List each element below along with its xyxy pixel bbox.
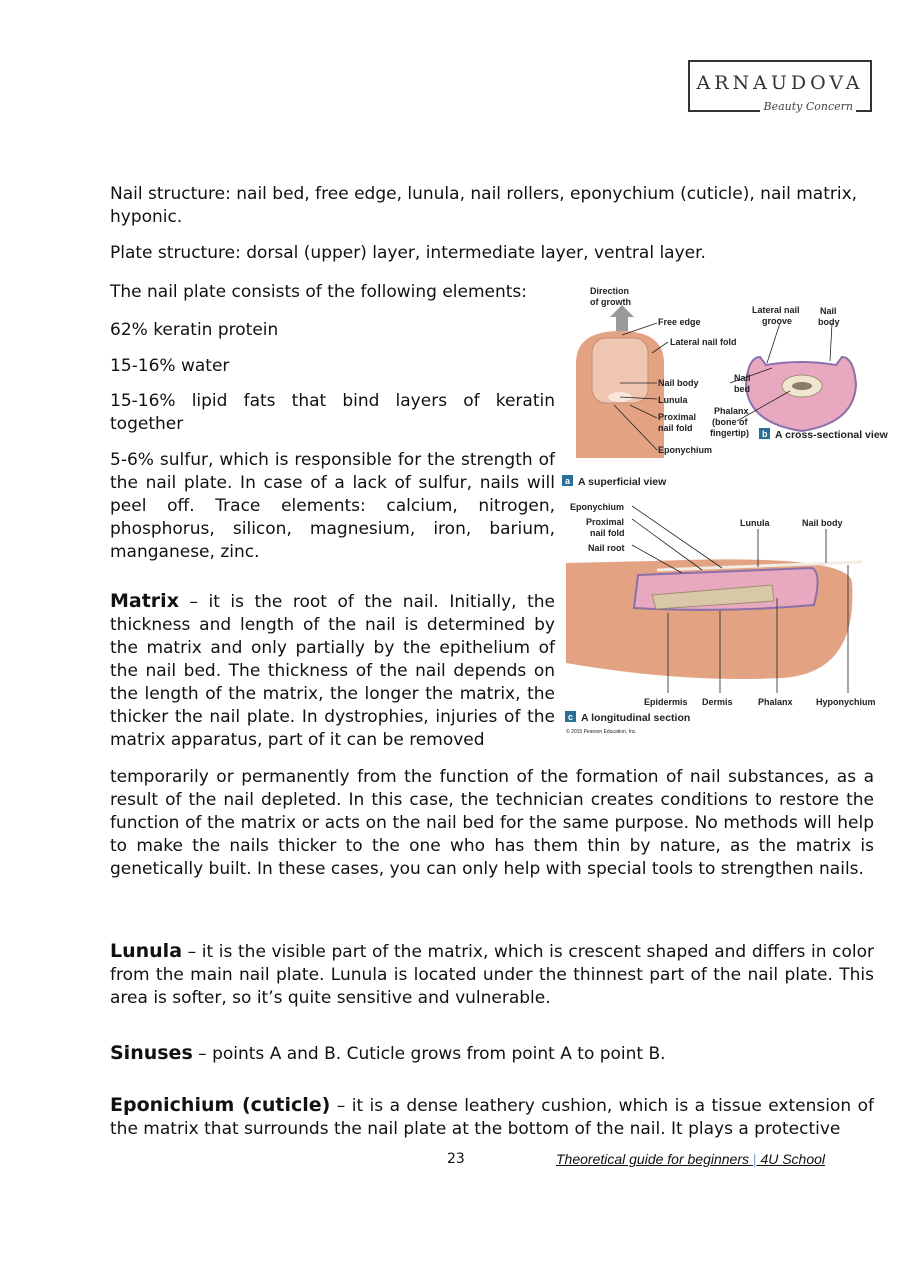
sinuses-text: – points A and B. Cuticle grows from point A to point B.: [192, 1044, 666, 1064]
nail-anatomy-figure: [562, 283, 898, 743]
label-phalanx-2: (bone of: [712, 417, 748, 427]
growth-arrow-icon: [610, 305, 634, 331]
panel-a-letter: a: [565, 476, 571, 486]
label-proximal-2: nail fold: [658, 423, 693, 433]
eponichium-text: – it is a dense leathery cushion, which is a tissue extension of the matrix that surrounds the nail plate at the bottom of the nail. It plays a protective: [110, 1096, 874, 1139]
plate-structure-paragraph: Plate structure: dorsal (upper) layer, intermediate layer, ventral layer.: [110, 243, 706, 263]
eponichium-section: [110, 1094, 874, 1141]
matrix-text: – it is the root of the nail. Initially, the thickness and length of the nail is determined by the matrix and only partially by the epithelium of the nail bed. The thickness of the nail depends on the length of the matrix, the longer the matrix, the thicker the nail plate. In dystrophies, injuries of the matrix apparatus, part of it can be removed: [110, 592, 555, 750]
label-nail-bed-2: bed: [734, 384, 751, 394]
label-lunula: Lunula: [658, 395, 688, 405]
label-lateral-groove-2: groove: [762, 316, 793, 326]
label-c-lunula: Lunula: [740, 518, 770, 528]
figure-copyright: © 2015 Pearson Education, Inc.: [566, 729, 637, 735]
lunula-section: [110, 940, 874, 1010]
label-c-proximal-1: Proximal: [586, 517, 625, 527]
label-direction-2: of growth: [590, 297, 631, 307]
label-c-nail-body: Nail body: [802, 518, 843, 528]
label-proximal-1: Proximal: [658, 412, 697, 422]
label-c-hyponychium: Hyponychium: [816, 697, 876, 707]
keratin-item: 62% keratin protein: [110, 320, 279, 340]
footer-guide-title: Theoretical guide for beginners: [556, 1151, 750, 1167]
label-nail-bed-1: Nail: [734, 373, 751, 383]
panel-c-letter: c: [568, 712, 574, 722]
label-c-nail-root: Nail root: [588, 543, 625, 553]
superficial-view-illustration: [576, 305, 664, 458]
logo-name: ARNAUDOVA: [696, 72, 864, 94]
water-item: 15-16% water: [110, 356, 230, 376]
logo-tagline: Beauty Concern: [760, 100, 856, 113]
eponichium-term: Eponichium (cuticle): [110, 1094, 331, 1116]
label-lateral-nail-fold: Lateral nail fold: [670, 337, 737, 347]
lunula-text: – it is the visible part of the matrix, which is crescent shaped and differs in color from the main nail plate. Lunula is located under the thinnest part of the nail plate. This area is softer, so it’s quite sensitive and vulnerable.: [110, 942, 874, 1008]
matrix-section: [110, 590, 555, 752]
label-c-phalanx: Phalanx: [758, 697, 793, 707]
panel-b-letter: b: [762, 429, 768, 439]
label-c-dermis: Dermis: [702, 697, 733, 707]
label-lateral-groove-1: Lateral nail: [752, 305, 800, 315]
longitudinal-section-illustration: [566, 559, 862, 679]
lipid-item: 15-16% lipid fats that bind layers of keratin together: [110, 391, 555, 434]
label-c-epidermis: Epidermis: [644, 697, 688, 707]
label-b-nail-body-1: Nail: [820, 306, 837, 316]
label-c-eponychium: Eponychium: [570, 502, 625, 512]
label-direction-1: Direction: [590, 286, 630, 296]
lunula-term: Lunula: [110, 940, 183, 962]
sinuses-term: Sinuses: [110, 1042, 193, 1064]
cross-section-illustration: [746, 357, 856, 431]
label-nail-body: Nail body: [658, 378, 699, 388]
footer-separator: |: [752, 1151, 757, 1167]
footer-title: [556, 1151, 825, 1167]
panel-c-caption: A longitudinal section: [581, 712, 691, 724]
consists-paragraph: The nail plate consists of the following elements:: [110, 282, 528, 302]
matrix-term: Matrix: [110, 590, 179, 612]
footer-school: 4U School: [760, 1151, 826, 1167]
matrix-continued: temporarily or permanently from the function of the formation of nail substances, as a result of the nail depleted. In this case, the technician creates conditions to restore the function of the matrix or acts on the nail bed for the same purpose. No methods will help to make the nails thicker to the one who has them thin by nature, as the matrix is genetically built. In these cases, you can only help with special tools to strengthen nails.: [110, 767, 874, 879]
sulfur-item: 5-6% sulfur, which is responsible for the strength of the nail plate. In case of a lack of sulfur, nails will peel off. Trace elements: calcium, nitrogen, phosphorus, silicon, magnesium, iron, barium, manganese, zinc.: [110, 450, 555, 562]
panel-a-caption: A superficial view: [578, 476, 667, 488]
label-phalanx-1: Phalanx: [714, 406, 749, 416]
panel-b-caption: A cross-sectional view: [775, 429, 888, 441]
label-c-proximal-2: nail fold: [590, 528, 625, 538]
label-eponychium: Eponychium: [658, 445, 713, 455]
sinuses-section: [110, 1042, 874, 1066]
page-number: 23: [447, 1151, 465, 1167]
label-b-nail-body-2: body: [818, 317, 840, 327]
nail-structure-paragraph: Nail structure: nail bed, free edge, lunula, nail rollers, eponychium (cuticle), nail matrix, hyponic.: [110, 184, 858, 227]
label-free-edge: Free edge: [658, 317, 701, 327]
label-phalanx-3: fingertip): [710, 428, 749, 438]
brand-logo: [688, 60, 872, 112]
